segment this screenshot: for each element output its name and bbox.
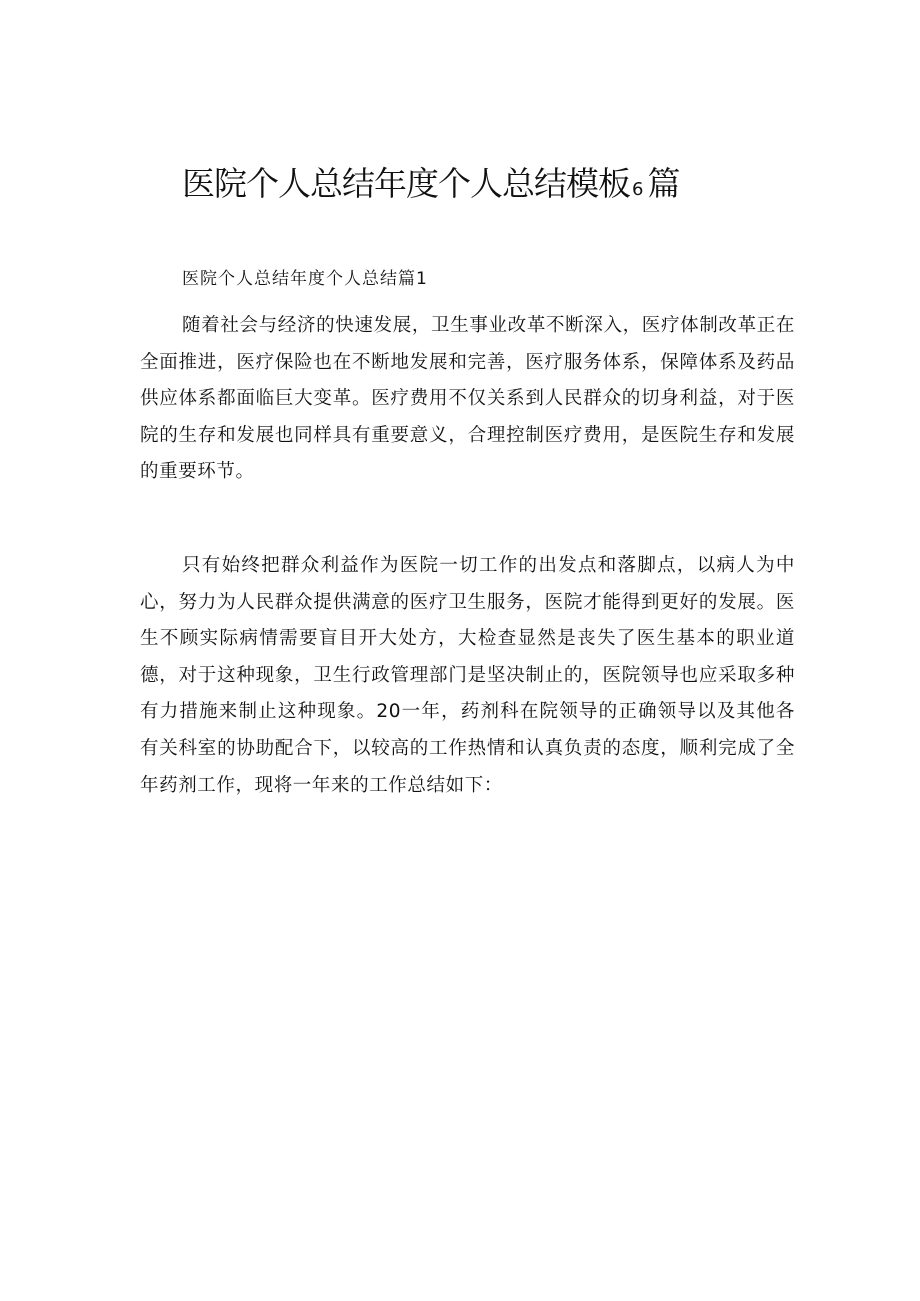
title-suffix: 篇: [647, 164, 680, 203]
section-heading: 医院个人总结年度个人总结篇1: [182, 269, 428, 289]
title-main: 医院个人总结年度个人总结模板: [182, 164, 630, 203]
title-number: 6: [632, 179, 644, 200]
document-title: [182, 160, 782, 214]
paragraph-2: 只有始终把群众利益作为医院一切工作的出发点和落脚点，以病人为中心，努力为人民群众提供满意的医疗卫生服务，医院才能得到更好的发展。医生不顾实际病情需要盲目开大处方，大检查显然是丧失了医生基本的职业道德，对于这种现象，卫生行政管理部门是坚决制止的，医院领导也应采取多种有力措施来制止这种现象。20一年，药剂科在院领导的正确领导以及其他各有关科室的协助配合下，以较高的工作热情和认真负责的态度，顺利完成了全年药剂工作，现将一年来的工作总结如下：: [140, 555, 795, 796]
paragraph-1: 随着社会与经济的快速发展，卫生事业改革不断深入，医疗体制改革正在全面推进，医疗保险也在不断地发展和完善，医疗服务体系，保障体系及药品供应体系都面临巨大变革。医疗费用不仅关系到人民群众的切身利益，对于医院的生存和发展也同样具有重要意义，合理控制医疗费用，是医院生存和发展的重要环节。: [140, 315, 795, 483]
